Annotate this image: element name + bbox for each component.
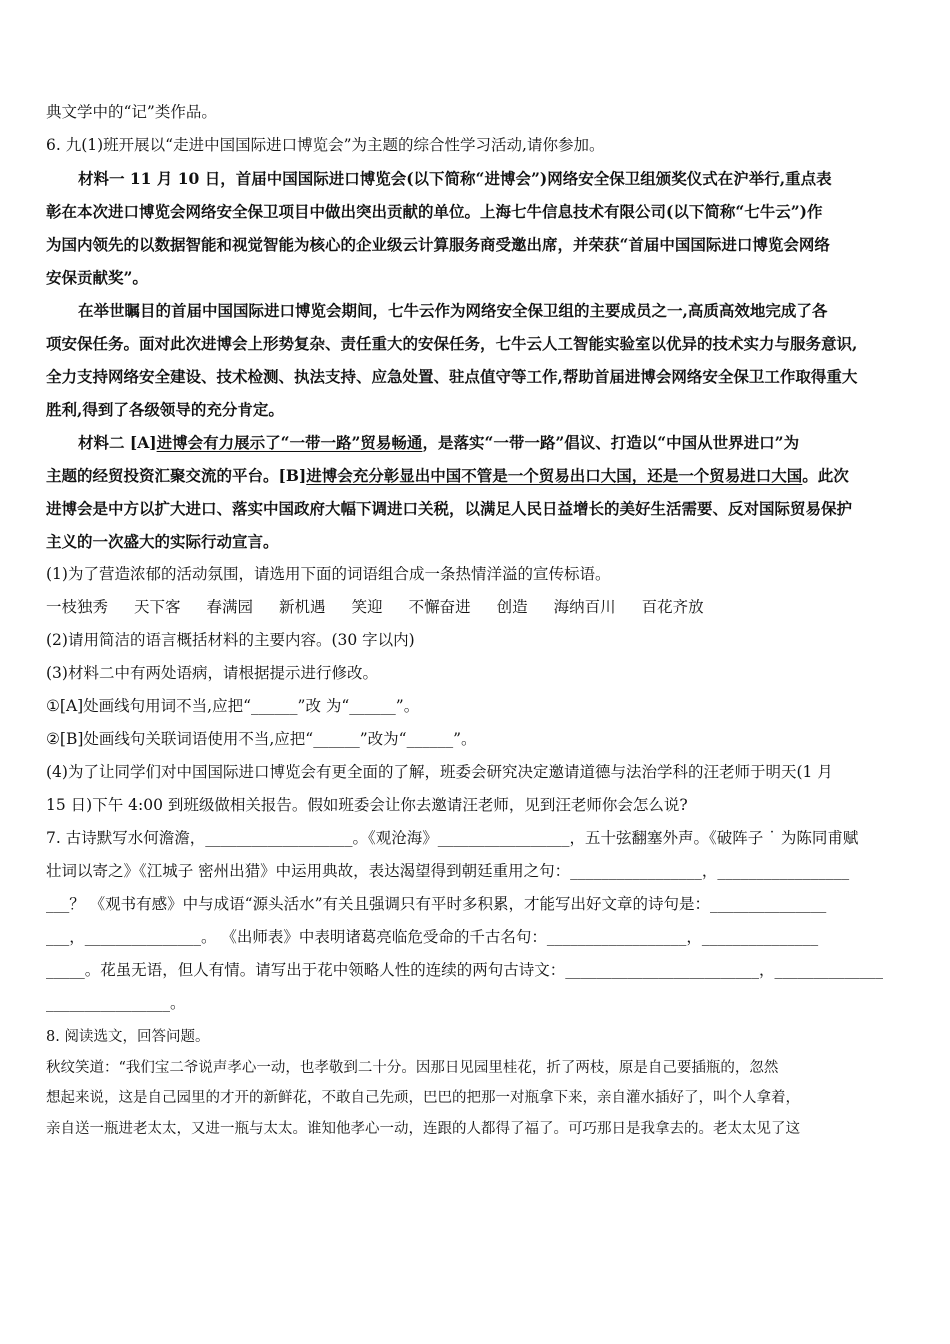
question-7-line: ___？ 《观书有感》中与成语“源头活水”有关且强调只有平时多积累，才能写出好文章的诗句是：_______________ — [46, 895, 827, 913]
material-1-line: 彰在本次进口博览会网络安全保卫项目中做出突出贡献的单位。上海七牛信息技术有限公司(以下简称“七牛云”)作 — [46, 202, 823, 221]
passage-line: 想起来说，这是自己园里的才开的新鲜花，不敢自己先顽，巴巴的把那一对瓶拿下来，亲自灌水插好了，叫个人拿着， — [46, 1090, 800, 1106]
material-2-label: 材料二 [A] — [78, 433, 157, 452]
material-2-text: ，是落实“一带一路”倡议、打造以“中国从世界进口”为 — [422, 433, 800, 452]
underlined-sentence-a: 进博会有力展示了“一带一路”贸易畅通 — [156, 433, 423, 452]
sub-question-4: 15 日)下午 4:00 到班级做相关报告。假如班委会让你去邀请汪老师，见到汪老师你会怎么说? — [46, 796, 688, 814]
sub-question-3b: ②[B]处画线句关联词语使用不当,应把“______”改为“______”。 — [46, 730, 477, 748]
material-2-text: 主题的经贸投资汇聚交流的平台。[B] — [46, 466, 307, 485]
word-item: 创造 — [496, 598, 528, 616]
material-2-line: 主义的一次盛大的实际行动宣言。 — [46, 532, 279, 551]
underlined-sentence-b: 进博会充分彰显出中国不管是一个贸易出口大国，还是一个贸易进口大国 — [306, 466, 803, 485]
material-2-line — [46, 426, 908, 459]
sub-question-4: (4)为了让同学们对中国国际进口博览会有更全面的了解，班委会研究决定邀请道德与法治学科的汪老师于明天(1 月 — [46, 763, 833, 781]
question-7-line: 7. 古诗默写水何澹澹，___________________。《观沧海》_________________，五十弦翻塞外声。《破阵子 ˙ 为陈同甫赋 — [46, 829, 859, 847]
text-line: 典文学中的“记”类作品。 — [46, 103, 217, 121]
sub-question-3: (3)材料二中有两处语病，请根据提示进行修改。 — [46, 664, 378, 682]
question-6-title: 6. 九(1)班开展以“走进中国国际进口博览会”为主题的综合性学习活动,请你参加。 — [46, 136, 605, 154]
material-1-line: 在举世瞩目的首届中国国际进口博览会期间，七牛云作为网络安全保卫组的主要成员之一,高质高效地完成了各 — [78, 301, 828, 320]
question-7-line: 壮词以寄之》《江城子 密州出猎》中运用典故，表达渴望得到朝廷重用之句：_________________，_________________ — [46, 862, 850, 880]
material-1-line: 全力支持网络安全建设、技术检测、执法支持、应急处置、驻点值守等工作,帮助首届进博会网络安全保卫工作取得重大 — [46, 367, 858, 386]
word-item: 不懈奋进 — [408, 598, 471, 616]
word-item: 海纳百川 — [553, 598, 616, 616]
sub-question-2: (2)请用简洁的语言概括材料的主要内容。(30 字以内) — [46, 631, 415, 649]
question-7-line: ________________。 — [46, 994, 186, 1012]
material-1-line: 安保贡献奖”。 — [46, 268, 148, 287]
word-item: 百花齐放 — [641, 598, 704, 616]
word-item: 笑迎 — [351, 598, 383, 616]
material-1-line: 为国内领先的以数据智能和视觉智能为核心的企业级云计算服务商受邀出席，并荣获“首届中国国际进口博览会网络 — [46, 235, 830, 254]
sub-question-3a: ①[A]处画线句用词不当,应把“______”改 为“______”。 — [46, 697, 420, 715]
sub-question-1: (1)为了营造浓郁的活动氛围，请选用下面的词语组合成一条热情洋溢的宣传标语。 — [46, 565, 611, 583]
document-page — [46, 96, 908, 1144]
word-item: 一枝独秀 — [46, 598, 109, 616]
word-item: 春满园 — [206, 598, 254, 616]
question-8-title: 8. 阅读选文，回答问题。 — [46, 1029, 210, 1045]
question-7-line: _____。花虽无语，但人有情。请写出于花中领略人性的连续的两句古诗文：_________________________，______________ — [46, 961, 884, 979]
material-1-line: 材料一 11 月 10 日，首届中国国际进口博览会(以下简称“进博会”)网络安全保卫组颁奖仪式在沪举行,重点表 — [78, 169, 832, 188]
question-7-line: ___，_______________。 《出师表》中表明诸葛亮临危受命的千古名句：__________________，_______________ — [46, 928, 819, 946]
word-item: 天下客 — [134, 598, 181, 616]
word-list — [46, 591, 908, 624]
material-1-line: 项安保任务。面对此次进博会上形势复杂、责任重大的安保任务，七牛云人工智能实验室以优异的技术实力与服务意识, — [46, 334, 858, 353]
passage-line: 亲自送一瓶进老太太，又进一瓶与太太。谁知他孝心一动，连跟的人都得了福了。可巧那日是我拿去的。老太太见了这 — [46, 1120, 800, 1137]
passage-line: 秋纹笑道：“我们宝二爷说声孝心一动，也孝敬到二十分。因那日见园里桂花，折了两枝，原是自己要插瓶的，忽然 — [46, 1059, 779, 1076]
word-item: 新机遇 — [279, 598, 326, 616]
material-2-text: 。此次 — [802, 466, 849, 485]
question-8 — [46, 1022, 908, 1144]
material-2-line: 进博会是中方以扩大进口、落实中国政府大幅下调进口关税，以满足人民日益增长的美好生活需要、反对国际贸易保护 — [46, 499, 853, 518]
material-1-line: 胜利,得到了各级领导的充分肯定。 — [46, 400, 284, 419]
material-2-line — [46, 459, 908, 492]
